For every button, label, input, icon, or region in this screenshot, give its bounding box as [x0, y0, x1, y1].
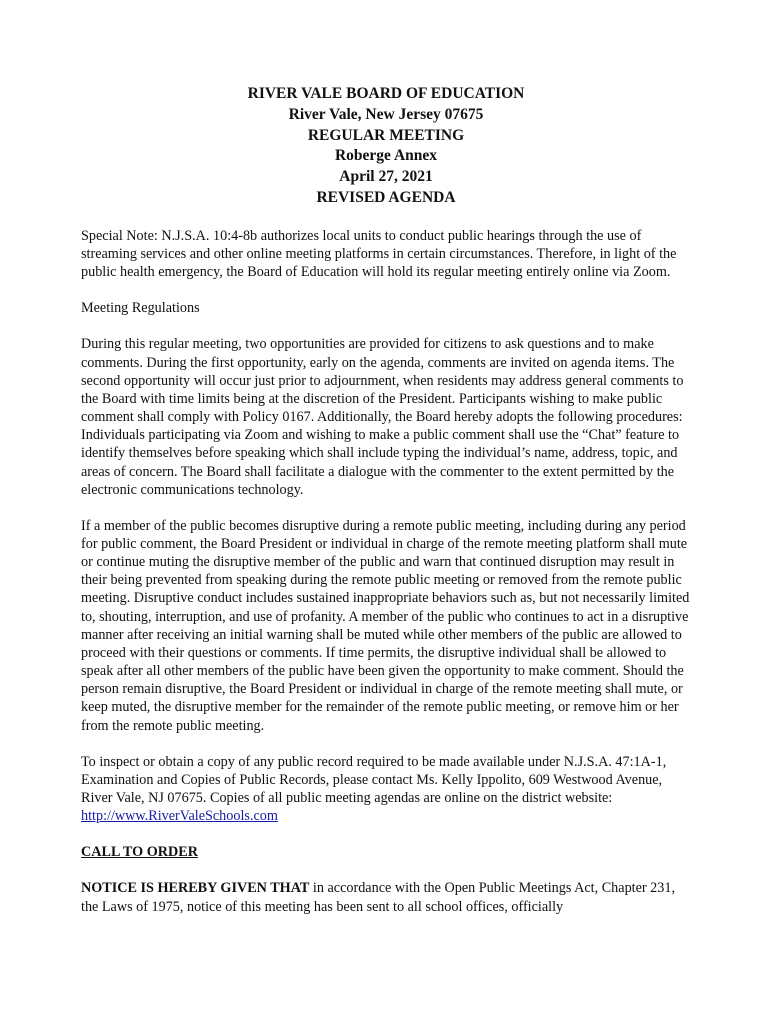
regulations-paragraph-1: During this regular meeting, two opportunities are provided for citizens to ask questions and to make comments. During the first opportunity, early on the agenda, comments are invited on agenda items. The second opportunity will occur just prior to adjournment, when residents may address general comments to the Board with time limits being at the discretion of the President. Participants wishing to make public comment shall comply with Policy 0167. Additionally, the Board hereby adopts the following procedures: Individuals participating via Zoom and wishing to make a public comment shall use the “Chat” feature to identify themselves before speaking which shall include typing the individual’s name, address, topic, and areas of concern. The Board shall facilitate a dialogue with the commenter to the extent permitted by the electronic communications technology.	[81, 336, 684, 498]
header-date: April 27, 2021	[339, 168, 433, 186]
call-to-order-label: CALL TO ORDER	[81, 844, 198, 861]
regulations-heading: Meeting Regulations	[81, 300, 200, 317]
notice-paragraph	[81, 879, 691, 915]
public-records-text: To inspect or obtain a copy of any public record required to be made available under N.J.S.A. 47:1A-1, Examination and Copies of Public Records, please contact Ms. Kelly Ippolito, 609 Westwood Avenue, River Vale, NJ 07675. Copies of all public meeting agendas are online on the district website:	[81, 753, 667, 806]
header-agenda-title: REVISED AGENDA	[316, 188, 456, 206]
document-page	[81, 84, 691, 916]
notice-lead: NOTICE IS HEREBY GIVEN THAT	[81, 880, 310, 897]
header-meeting-type: REGULAR MEETING	[307, 126, 465, 144]
regulations-paragraph-2: If a member of the public becomes disruptive during a remote public meeting, including during any period for public comment, the Board President or individual in charge of the remote meeting platform shall mute or continue muting the disruptive member of the public and warn that continued disruption may result in their being prevented from speaking during the remote public meeting or removed from the remote public meeting. Disruptive conduct includes sustained inappropriate behaviors such as, but not necessarily limited to, shouting, interruption, and use of profanity. A member of the public who continues to act in a disruptive manner after receiving an initial warning shall be muted while other members of the public are allowed to proceed with their questions or comments. If time permits, the disruptive individual shall be allowed to speak after all other members of the public have been given the opportunity to make comment. Should the person remain disruptive, the Board President or individual in charge of the remote meeting shall mute, or keep muted, the disruptive member for the remainder of the remote public meeting, or remove him or her from the remote public meeting.	[81, 517, 690, 734]
header-location: River Vale, New Jersey 07675	[288, 105, 484, 123]
call-to-order-heading	[81, 843, 691, 861]
district-website-link[interactable]: http://www.RiverValeSchools.com	[81, 808, 278, 825]
document-header	[81, 84, 691, 209]
notice-text: in accordance with the Open Public Meetings Act, Chapter 231, the Laws of 1975, notice of this meeting has been sent to all school offices, officially	[81, 880, 676, 915]
header-venue: Roberge Annex	[334, 147, 438, 165]
special-note: Special Note: N.J.S.A. 10:4-8b authorizes local units to conduct public hearings through the use of streaming services and other online meeting platforms in certain circumstances. Therefore, in light of the public health emergency, the Board of Education will hold its regular meeting entirely online via Zoom.	[81, 227, 677, 281]
public-records-paragraph	[81, 753, 691, 826]
header-organization: RIVER VALE BOARD OF EDUCATION	[247, 85, 525, 102]
